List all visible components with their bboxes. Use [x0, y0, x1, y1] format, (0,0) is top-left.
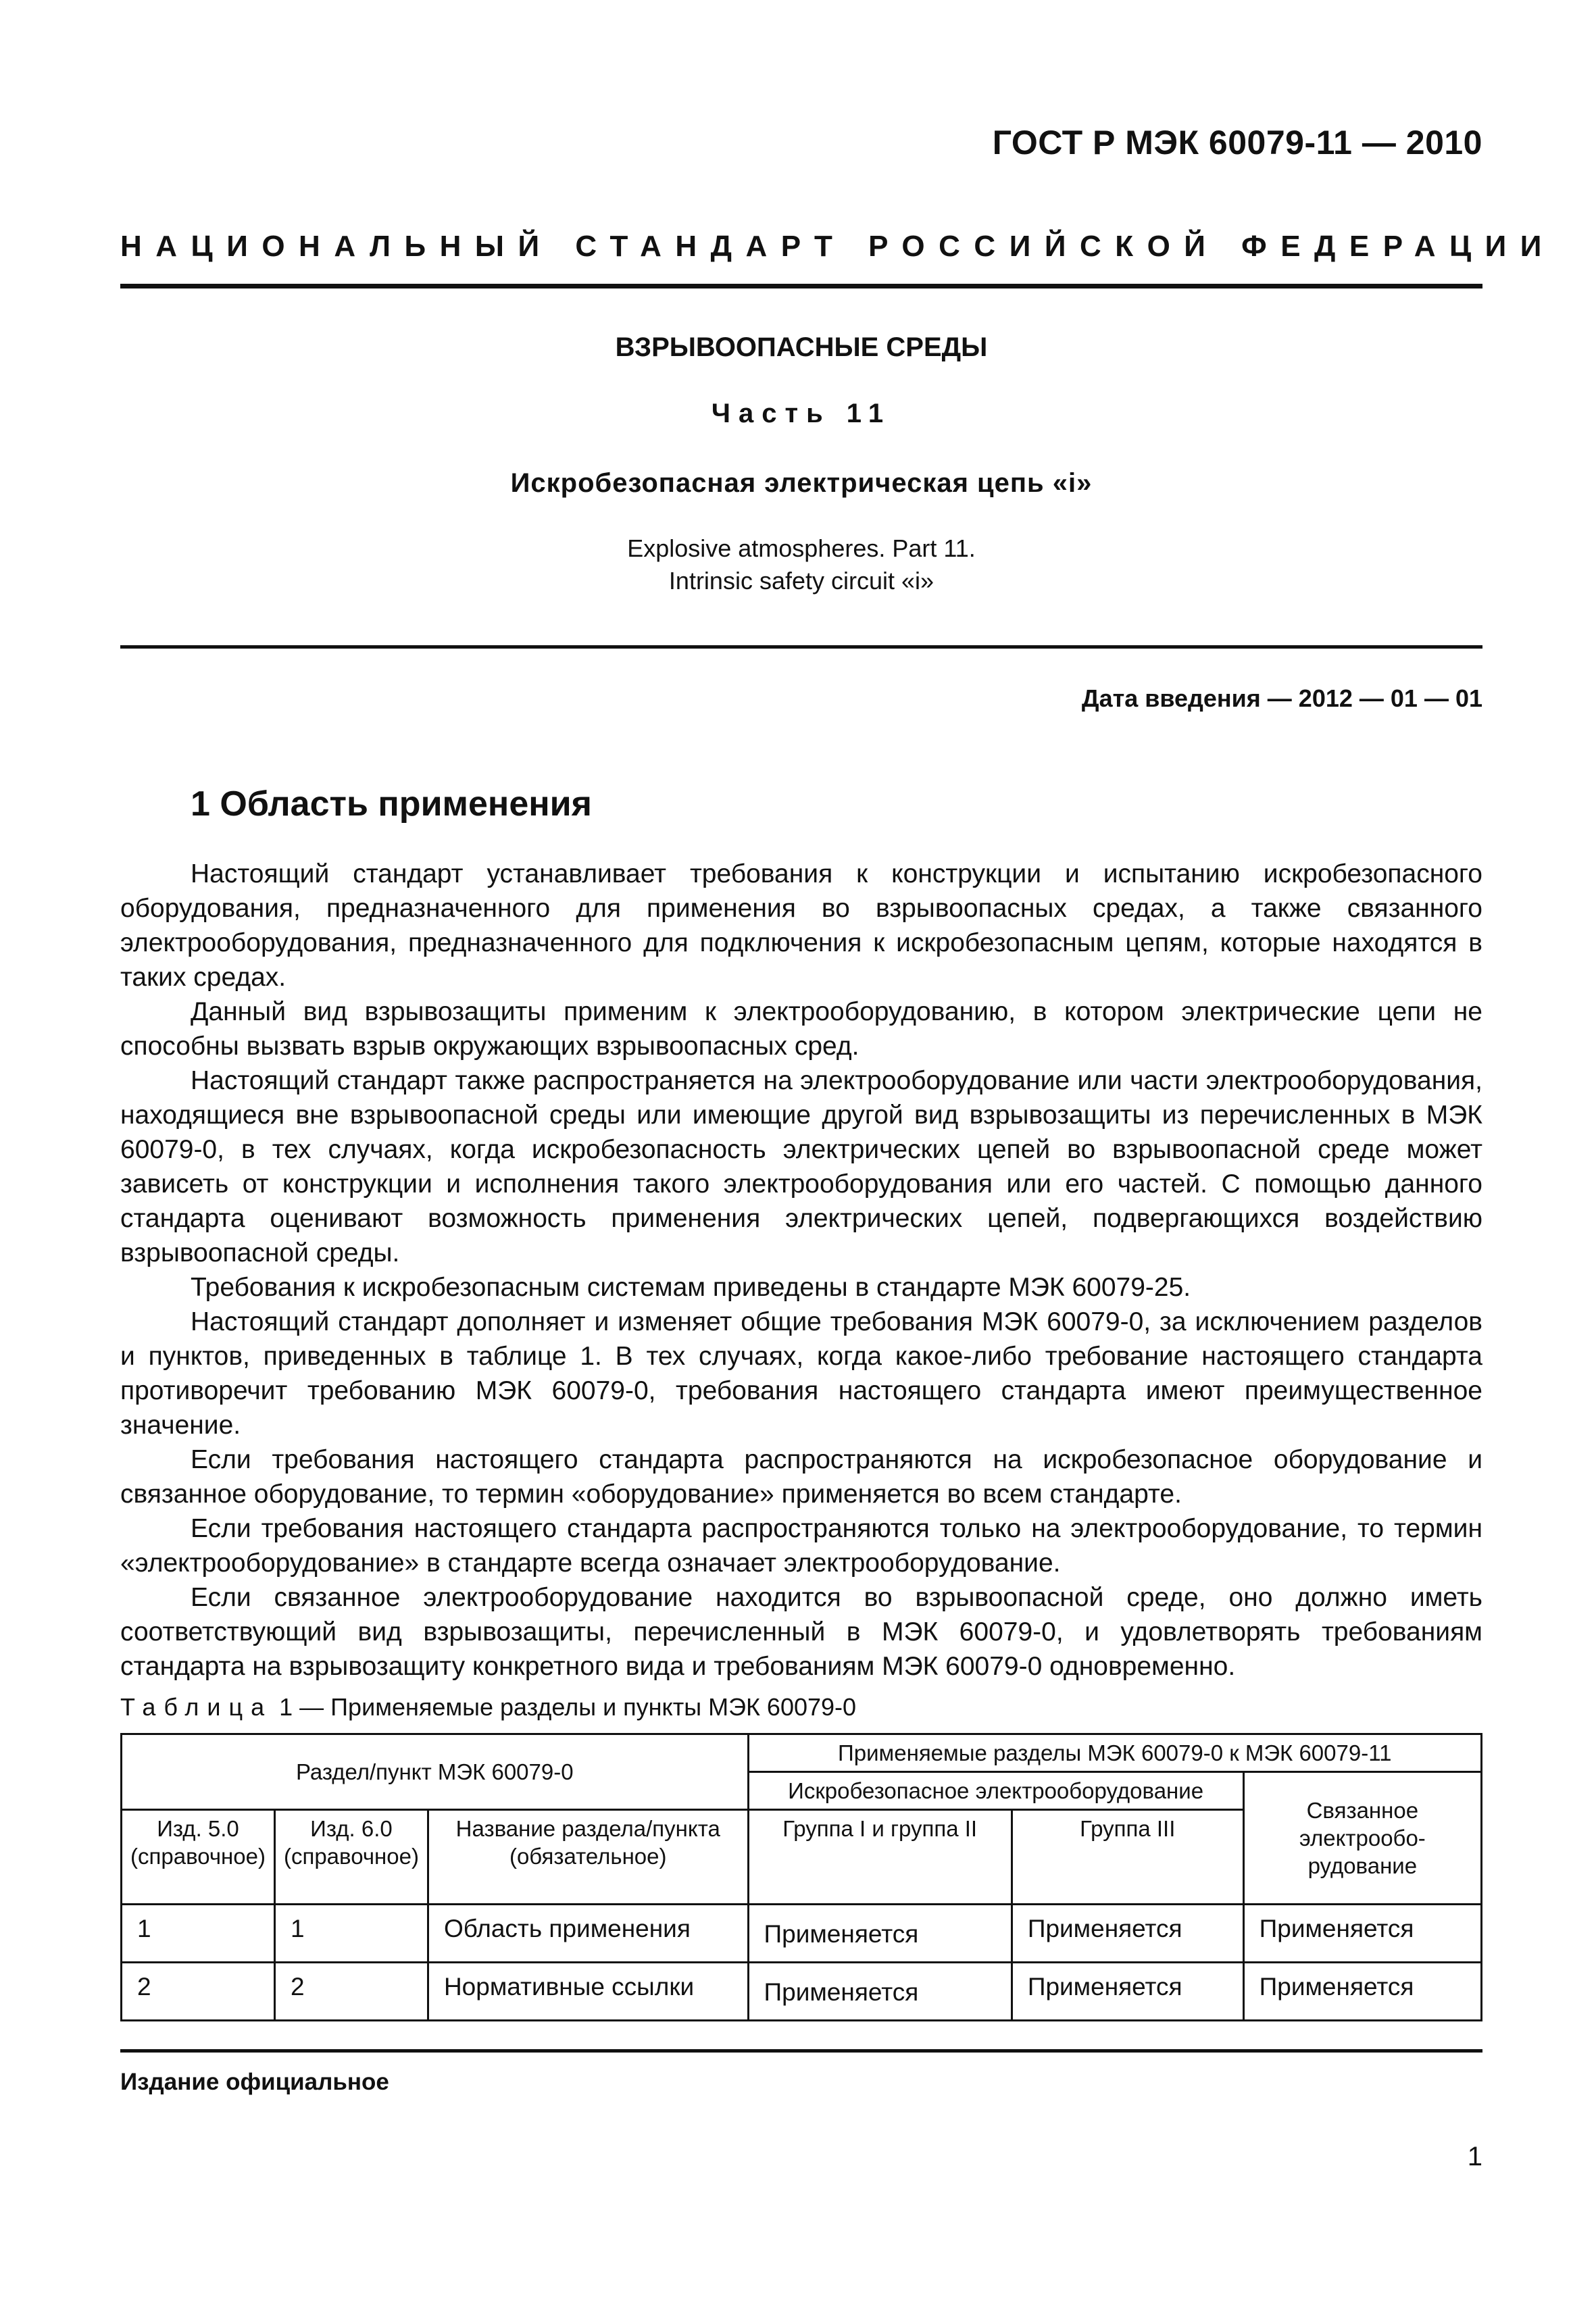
cell-associated: Применяется — [1243, 1905, 1481, 1963]
cell-group-3: Применяется — [1012, 1905, 1243, 1963]
paragraph: Если требования настоящего стандарта распространяются только на электрооборудование, то термин «электрооборудование» в стандарте всегда означает электрооборудование. — [120, 1514, 1482, 1578]
english-title — [120, 532, 1482, 597]
cell-group-3: Применяется — [1012, 1963, 1243, 2021]
part-label: Часть 11 — [711, 399, 892, 428]
section-heading: 1 Область применения — [191, 784, 592, 824]
introduction-date: Дата введения — 2012 — 01 — 01 — [1081, 684, 1482, 712]
cell-ed6: 1 — [274, 1905, 428, 1963]
page-number: 1 — [1467, 2142, 1482, 2171]
cell-name: Область применения — [428, 1905, 748, 1963]
standard-title: ВЗРЫВООПАСНЫЕ СРЕДЫ — [615, 332, 988, 362]
cell-ed5: 2 — [122, 1963, 275, 2021]
table-caption-text: 1 — Применяемые разделы и пункты МЭК 60079-0 — [272, 1693, 857, 1721]
section-body — [120, 857, 1482, 1684]
paragraph: Если связанное электрооборудование находится во взрывоопасной среде, оно должно иметь соответствующий вид взрывозащиты, перечисленный в МЭК 60079-0, и удовлетворять требованиям стандарта на взрывозащиту конкретного вида и требованиям МЭК 60079-0 одновременно. — [120, 1583, 1482, 1681]
paragraph: Требования к искробезопасным системам приведены в стандарте МЭК 60079-25. — [191, 1273, 1191, 1302]
cell-ed5: 1 — [122, 1905, 275, 1963]
paragraph: Данный вид взрывозащиты применим к электрооборудованию, в котором электрические цепи не способны вызвать взрыв окружающих взрывоопасных сред. — [120, 997, 1482, 1061]
cell-group-1-2: Применяется — [748, 1905, 1012, 1963]
table-row — [122, 1905, 1482, 1963]
table-row — [122, 1963, 1482, 2021]
cell-name: Нормативные ссылки — [428, 1963, 748, 2021]
title-rule — [120, 645, 1482, 649]
header-group-1-2: Группа I и группа II — [748, 1810, 1012, 1905]
footer-rule — [120, 2049, 1482, 2053]
header-group-3: Группа III — [1012, 1810, 1243, 1905]
header-edition-5: Изд. 5.0 (справочное) — [122, 1810, 275, 1905]
header-intrinsic-equipment: Искробезопасное электрооборудование — [748, 1772, 1243, 1810]
table-caption-label: Таблица — [120, 1693, 273, 1721]
header-clause-name: Название раздела/пункта (обязательное) — [428, 1810, 748, 1905]
official-edition-label: Издание официальное — [120, 2069, 389, 2095]
header-edition-6: Изд. 6.0 (справочное) — [274, 1810, 428, 1905]
standard-subtitle: Искробезопасная электрическая цепь «i» — [510, 468, 1093, 498]
paragraph: Если требования настоящего стандарта распространяются на искробезопасное оборудование и связанное оборудование, то термин «оборудование» применяется во всем стандарте. — [120, 1445, 1482, 1509]
document-code: ГОСТ Р МЭК 60079-11 — 2010 — [992, 124, 1482, 161]
paragraph: Настоящий стандарт также распространяется на электрооборудование или части электрооборудования, находящиеся вне взрывоопасной среды или имеющие другой вид взрывозащиты из перечисленных в МЭК 60079-0, в тех случаях, когда искробезопасность электрических цепей во взрывоопасной среде может зависеть от конструкции и исполнения такого электрооборудования или его частей. С помощью данного стандарта оценивают возможность применения электрических цепей, подвергающихся воздействию взрывоопасной среды. — [120, 1066, 1482, 1267]
cell-associated: Применяется — [1243, 1963, 1481, 2021]
paragraph: Настоящий стандарт дополняет и изменяет общие требования МЭК 60079-0, за исключением разделов и пунктов, приведенных в таблице 1. В тех случаях, когда какое-либо требование настоящего стандарта противоречит требованию МЭК 60079-0, требования настоящего стандарта имеют преимущественное значение. — [120, 1307, 1482, 1440]
header-associated-equipment: Связанное электрообо-рудование — [1243, 1772, 1481, 1905]
cell-ed6: 2 — [274, 1963, 428, 2021]
table-caption — [120, 1693, 856, 1721]
applicability-table — [120, 1733, 1482, 2021]
cell-group-1-2: Применяется — [748, 1963, 1012, 2021]
english-title-line1: Explosive atmospheres. Part 11. — [627, 534, 976, 562]
english-title-line2: Intrinsic safety circuit «i» — [668, 567, 934, 595]
header-applied-sections: Применяемые разделы МЭК 60079-0 к МЭК 60079-11 — [748, 1734, 1481, 1772]
header-rule — [120, 284, 1482, 288]
national-standard-title: НАЦИОНАЛЬНЫЙ СТАНДАРТ РОССИЙСКОЙ ФЕДЕРАЦИИ — [120, 230, 1555, 263]
paragraph: Настоящий стандарт устанавливает требования к конструкции и испытанию искробезопасного оборудования, предназначенного для применения во взрывоопасных средах, а также связанного электрооборудования, предназначенного для подключения к искробезопасным цепям, которые находятся в таких средах. — [120, 859, 1482, 992]
header-section-clause: Раздел/пункт МЭК 60079-0 — [122, 1734, 749, 1810]
